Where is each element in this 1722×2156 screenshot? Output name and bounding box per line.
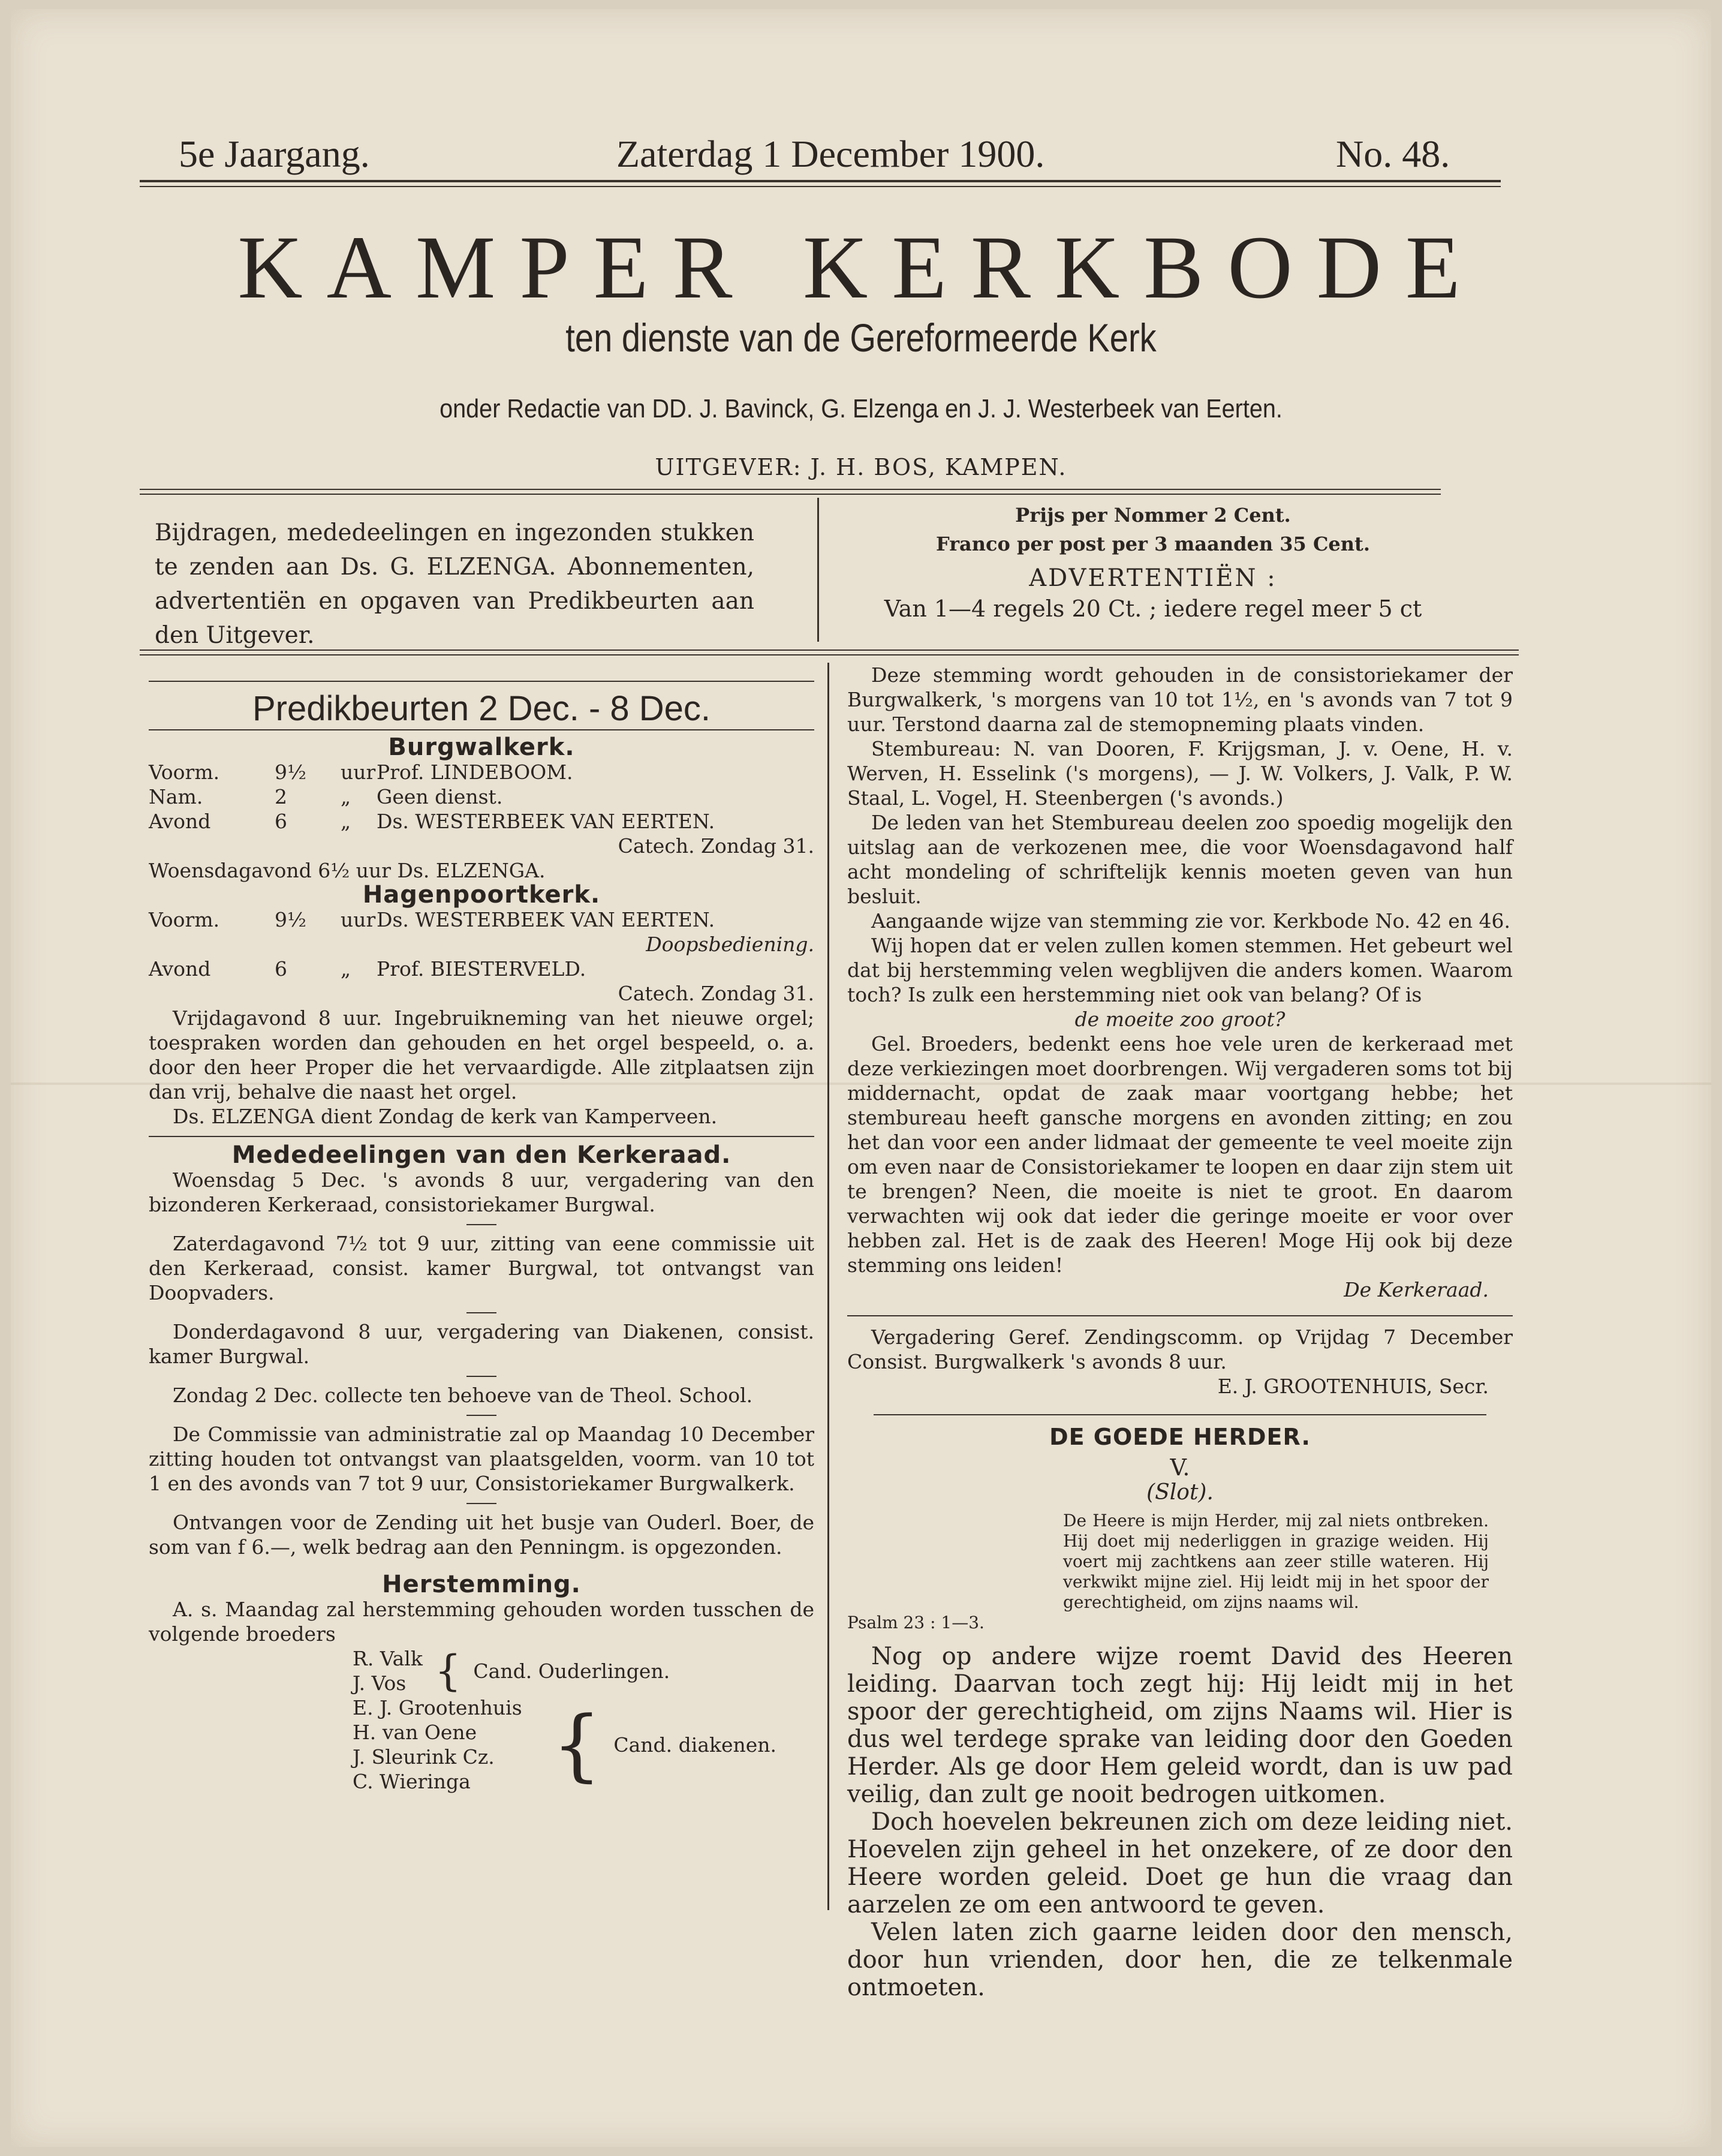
volume: 5e Jaargang. bbox=[179, 133, 370, 175]
newspaper-page bbox=[11, 9, 1711, 2147]
burgwal-title: Burgwalkerk. bbox=[388, 733, 575, 761]
service-row: Voorm. 9½ uur Ds. WESTERBEEK VAN EERTEN. bbox=[149, 908, 715, 931]
candidate: H. van Oene bbox=[353, 1721, 477, 1744]
leden-text: De leden van het Stembureau deelen zoo spoedig mogelijk den uitslag aan de verkozenen mee, die voor Woensdagavond half acht mondeling of schriftelijk kennis moeten geven van hun besluit. bbox=[847, 811, 1513, 908]
candidate: J. Sleurink Cz. bbox=[353, 1745, 495, 1769]
meded-title: Mededeelingen van den Kerkeraad. bbox=[231, 1141, 731, 1169]
herder-paragraph: Doch hoevelen bekreunen zich om deze leiding niet. Hoevelen zijn geheel in het onzekere, of ze door den Heere worden geleid. Doet ge hun die vraag dan aarzelen ze om een antwoord te geven. bbox=[847, 1808, 1513, 1919]
postage-price: Franco per post per 3 maanden 35 Cent. bbox=[936, 533, 1370, 555]
stembureau-text: Stembureau: N. van Dooren, F. Krijgsman, J. v. Oene, H. v. Werven, H. Esselink ('s morgens), — J. W. Volkers, J. Valk, P. W. Staal, L. Vogel, H. Steenbergen ('s avonds.) bbox=[847, 737, 1513, 810]
ouderlingen-group bbox=[353, 1646, 814, 1695]
vrijdag-text: Vrijdagavond 8 uur. Ingebruikneming van het nieuwe orgel; toespraken worden dan gehouden en het orgel bespeeld, o. a. door den heer Proper die het vervaardigde. Alle zitplaatsen zijn dan vrij, behalve die naast het orgel. bbox=[149, 1006, 814, 1103]
infobox-bottom-rule bbox=[140, 649, 1519, 651]
infobox-top-rule-2 bbox=[140, 494, 1441, 495]
infobox-bottom-rule-2 bbox=[140, 654, 1519, 655]
meded-rule bbox=[149, 1136, 814, 1137]
candidate: J. Vos bbox=[353, 1671, 407, 1695]
service-row: Avond 6 „ Prof. BIESTERVELD. bbox=[149, 957, 586, 981]
separator bbox=[466, 1224, 496, 1225]
right-column bbox=[847, 663, 1513, 2001]
service-row: Nam. 2 „ Geen dienst. bbox=[149, 785, 503, 808]
herder-slot: (Slot). bbox=[1146, 1480, 1214, 1505]
meded-item: Woensdag 5 Dec. 's avonds 8 uur, vergadering van den bizonderen Kerkeraad, consistoriekamer Burgwal. bbox=[149, 1168, 814, 1216]
broeders-text: Gel. Broeders, bedenkt eens hoe vele uren de kerkeraad met deze verkiezingen moet doorbrengen. Wij vergaderen soms tot bij middernacht, opdat de zaak maar voortgang hebbe; het stembureau heeft gansche morgens en avonden zitting; en zou het dan voor een ander lidmaat der gemeente te veel moeite zijn om even naar de Consistoriekamer te loopen en daar zijn stem uit te brengen? Neen, die moeite is niet te groot. En daarom verwachten wij ook dat ieder die geringe moeite er voor over hebben zal. Het is de zaak des Heeren! Moge Hij ook bij deze stemming ons leiden! bbox=[847, 1032, 1513, 1277]
separator bbox=[466, 1312, 496, 1313]
infobox-top-rule bbox=[140, 489, 1441, 490]
infobox-divider bbox=[817, 498, 819, 642]
candidate: R. Valk bbox=[353, 1647, 423, 1670]
psalm-quote: De Heere is mijn Herder, mij zal niets ontbreken. Hij doet mij nederliggen in grazige weiden. Hij voert mij zachtkens aan zeer stille wateren. Hij verkwikt mijne ziel. Hij leidt mij in het spoor der gerechtigheid, om zijns naams wil. bbox=[1063, 1511, 1489, 1612]
herder-body bbox=[847, 1643, 1513, 2001]
meded-item: De Commissie van administratie zal op Maandag 10 December zitting houden tot ontvangst van plaatsgelden, voorm. van 10 tot 1 en des avonds van 7 tot 9 uur, Consistoriekamer Burgwalkerk. bbox=[149, 1423, 814, 1495]
herst-intro: A. s. Maandag zal herstemming gehouden worden tusschen de volgende broeders bbox=[149, 1598, 814, 1646]
herder-rule bbox=[874, 1414, 1486, 1415]
candidate: C. Wieringa bbox=[353, 1770, 471, 1793]
masthead-title: KAMPER KERKBODE bbox=[237, 218, 1485, 317]
left-column bbox=[149, 681, 814, 1794]
wijze-text: Aangaande wijze van stemming zie vor. Kerkbode No. 42 en 46. bbox=[871, 909, 1511, 933]
separator bbox=[466, 1376, 496, 1377]
hagen-catech: Catech. Zondag 31. bbox=[618, 982, 814, 1005]
header-rule-thin bbox=[140, 186, 1501, 187]
issue-number: No. 48. bbox=[1336, 133, 1450, 175]
service-row: Avond 6 „ Ds. WESTERBEEK VAN EERTEN. bbox=[149, 810, 715, 833]
candidate: E. J. Grootenhuis bbox=[353, 1696, 522, 1719]
herst-title: Herstemming. bbox=[382, 1571, 581, 1598]
separator bbox=[466, 1503, 496, 1504]
hopen-text: Wij hopen dat er velen zullen komen stemmen. Het gebeurt wel dat bij herstemming velen wegblijven die anders komen. Waarom toch? Is zulk een herstemming niet ook van belang? Of is bbox=[847, 934, 1513, 1006]
herder-part: V. bbox=[1170, 1454, 1190, 1481]
elzenga-text: Ds. ELZENGA dient Zondag de kerk van Kamperveen. bbox=[173, 1105, 718, 1128]
burgwal-catech: Catech. Zondag 31. bbox=[618, 834, 814, 858]
issue-date: Zaterdag 1 December 1900. bbox=[616, 133, 1045, 175]
column-divider bbox=[827, 663, 829, 1910]
contributions-note: Bijdragen, mededeelingen en ingezonden stukken te zenden aan Ds. G. ELZENGA. Abonnementen, advertentiën en opgaven van Predikbeurten aan den Uitgever. bbox=[155, 519, 754, 649]
herder-paragraph: Nog op andere wijze roemt David des Heeren leiding. Daarvan toch zegt hij: Hij leidt mij in het spoor der gerechtigheid, om zijns Naams wil. Hier is dus wel terdege sprake van leiding door den Goeden Herder. Als ge door Hem geleid wordt, dan is uw pad veilig, dan zult ge nooit bedrogen uitkomen. bbox=[847, 1643, 1513, 1808]
price-box bbox=[838, 501, 1468, 622]
ouderlingen-label: Cand. Ouderlingen. bbox=[473, 1659, 670, 1683]
predik-title: Predikbeurten 2 Dec. - 8 Dec. bbox=[252, 689, 711, 728]
service-row: Voorm. 9½ uur Prof. LINDEBOOM. bbox=[149, 760, 573, 784]
adv-rates: Van 1—4 regels 20 Ct. ; iedere regel meer 5 ct bbox=[884, 596, 1422, 622]
secretary-signature: E. J. GROOTENHUIS, Secr. bbox=[1217, 1375, 1489, 1398]
brace: { bbox=[552, 1699, 602, 1790]
masthead-subtitle: ten dienste van de Gereformeerde Kerk bbox=[565, 315, 1157, 360]
herder-paragraph: Velen laten zich gaarne leiden door den mensch, door hun vrienden, door hen, die ze telkenmale ontmoeten. bbox=[847, 1919, 1513, 2001]
diakenen-label: Cand. diakenen. bbox=[613, 1733, 777, 1757]
woensdag-service: Woensdagavond 6½ uur Ds. ELZENGA. bbox=[149, 859, 546, 882]
brace: { bbox=[434, 1646, 462, 1695]
publisher-line: UITGEVER: J. H. BOS, KAMPEN. bbox=[655, 454, 1067, 480]
header-rule bbox=[140, 180, 1501, 182]
hagen-doop: Doopsbediening. bbox=[646, 933, 814, 956]
hagen-title: Hagenpoortkerk. bbox=[362, 881, 601, 909]
zending-rule bbox=[847, 1315, 1513, 1316]
separator bbox=[466, 1415, 496, 1416]
zending-text: Vergadering Geref. Zendingscomm. op Vrijdag 7 December Consist. Burgwalkerk 's avonds 8 uur. bbox=[847, 1325, 1513, 1373]
meded-item: Donderdagavond 8 uur, vergadering van Diakenen, consist. kamer Burgwal. bbox=[149, 1320, 814, 1368]
psalm-ref: Psalm 23 : 1—3. bbox=[847, 1613, 985, 1632]
herder-title: DE GOEDE HERDER. bbox=[1049, 1424, 1311, 1450]
adv-title: ADVERTENTIËN : bbox=[1029, 564, 1277, 592]
moeite-text: de moeite zoo groot? bbox=[1074, 1008, 1286, 1031]
kerkeraad-signature: De Kerkeraad. bbox=[1344, 1278, 1489, 1301]
price-per-issue: Prijs per Nommer 2 Cent. bbox=[1015, 504, 1291, 527]
meded-item: Zaterdagavond 7½ tot 9 uur, zitting van eene commissie uit den Kerkeraad, consist. kamer Burgwal, tot ontvangst van Doopvaders. bbox=[149, 1232, 814, 1304]
predik-top-rule bbox=[149, 681, 814, 682]
editors-line: onder Redactie van DD. J. Bavinck, G. Elzenga en J. J. Westerbeek van Eerten. bbox=[439, 394, 1283, 423]
stemming-text: Deze stemming wordt gehouden in de consistoriekamer der Burgwalkerk, 's morgens van 10 tot 1½, en 's avonds van 7 tot 9 uur. Terstond daarna zal de stemopneming plaats vinden. bbox=[847, 663, 1513, 736]
meded-item: Ontvangen voor de Zending uit het busje van Ouderl. Boer, de som van f 6.—, welk bedrag aan den Penningm. is opgezonden. bbox=[149, 1511, 814, 1559]
predik-bottom-rule bbox=[149, 729, 814, 730]
diakenen-group bbox=[353, 1695, 814, 1794]
meded-item: Zondag 2 Dec. collecte ten behoeve van de Theol. School. bbox=[173, 1384, 753, 1407]
